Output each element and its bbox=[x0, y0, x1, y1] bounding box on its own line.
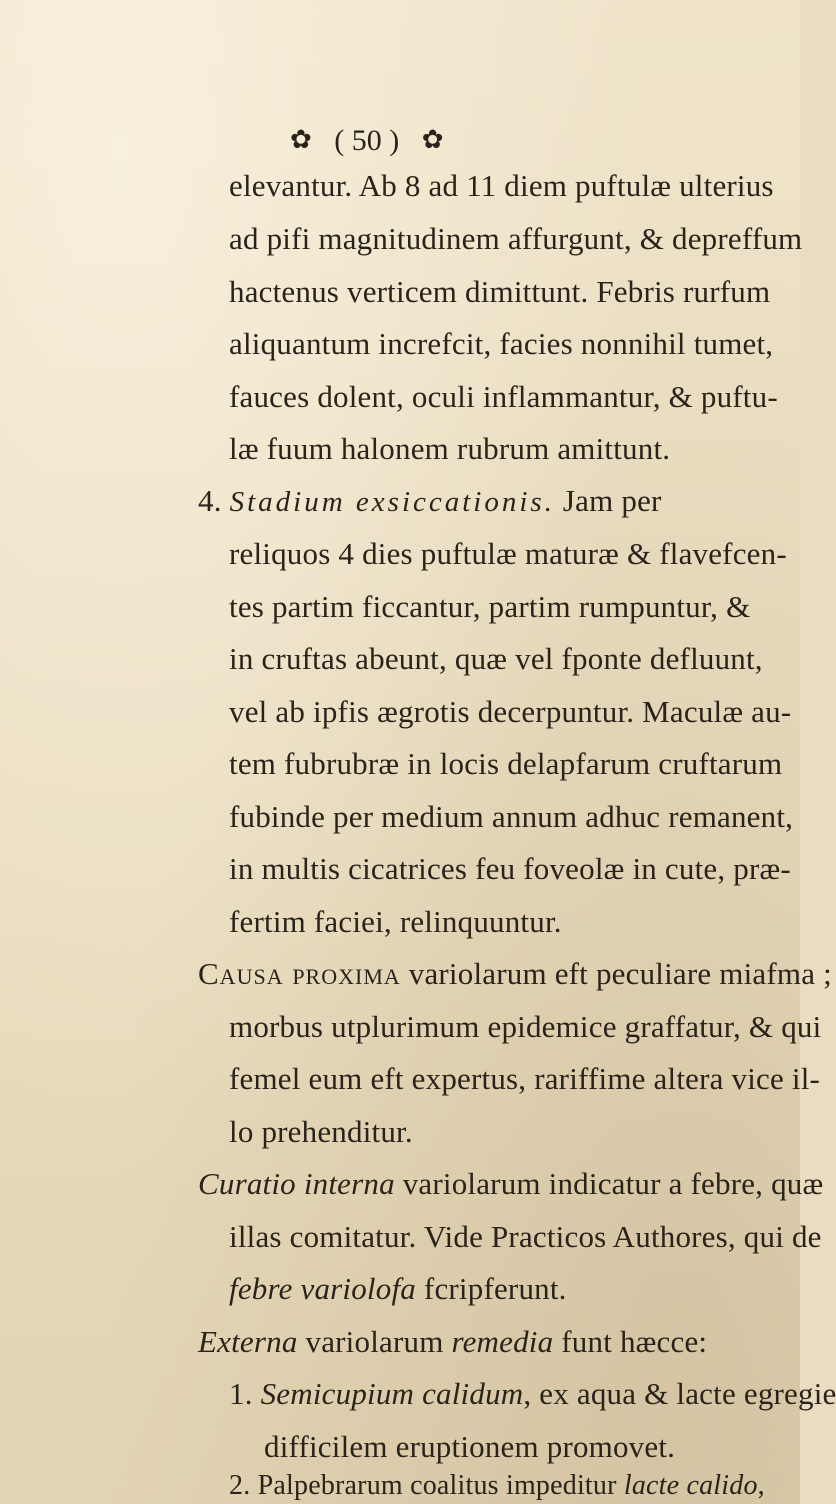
curatio-label: Curatio interna bbox=[198, 1166, 395, 1201]
text-line: in cruftas abeunt, quæ vel fponte defluunt, bbox=[229, 641, 763, 676]
externa-heading-line bbox=[198, 1324, 707, 1360]
text-line: in multis cicatrices feu foveolæ in cute, præ- bbox=[229, 851, 791, 886]
text-span: variolarum bbox=[305, 1324, 444, 1359]
list-item bbox=[229, 1376, 836, 1412]
text-line: fertim faciei, relinquuntur. bbox=[229, 904, 562, 939]
text-line: tem fubrubræ in locis delapfarum cruftarum bbox=[229, 746, 783, 781]
text-span: , ex aqua & lacte egregie bbox=[523, 1376, 836, 1411]
text-line: aliquantum increfcit, facies nonnihil tumet, bbox=[229, 326, 774, 361]
flower-ornament-left-icon: ✿ bbox=[290, 125, 312, 154]
list-item bbox=[229, 1468, 765, 1504]
stadium-heading-line bbox=[198, 483, 662, 520]
causa-label: Causa proxima bbox=[198, 956, 401, 991]
italic-phrase: febre variolofa bbox=[229, 1271, 416, 1306]
text-line: morbus utplurimum epidemice graffatur, & qui bbox=[229, 1009, 822, 1044]
italic-phrase: lacte calido bbox=[623, 1470, 758, 1501]
text-line: reliquos 4 dies puftulæ maturæ & flavefcen- bbox=[229, 536, 787, 571]
text-line: tes partim ficcantur, partim rumpuntur, & bbox=[229, 589, 751, 624]
text-line: difficilem eruptionem promovet. bbox=[264, 1429, 676, 1464]
curatio-text: variolarum indicatur a febre, quæ bbox=[402, 1166, 824, 1201]
text-line: ad pifi magnitudinem affurgunt, & depreffum bbox=[229, 221, 803, 256]
flower-ornament-right-icon: ✿ bbox=[421, 125, 444, 154]
page-number: ( 50 ) bbox=[334, 124, 400, 157]
text-line bbox=[229, 1271, 567, 1307]
text-span: fcripferunt. bbox=[423, 1271, 567, 1306]
list-number: 1. bbox=[229, 1376, 253, 1411]
text-span: funt hæcce: bbox=[561, 1324, 708, 1359]
stadium-title: Stadium exsiccationis. bbox=[229, 486, 555, 518]
stadium-number: 4. bbox=[198, 483, 222, 518]
externa-label: Externa bbox=[198, 1324, 298, 1359]
text-line: femel eum eft expertus, rariffime altera vice il- bbox=[229, 1061, 821, 1096]
text-line: fauces dolent, oculi inflammantur, & puftu- bbox=[229, 379, 778, 414]
italic-phrase: Semicupium calidum bbox=[260, 1376, 524, 1411]
text-span: , bbox=[757, 1470, 765, 1501]
text-line: læ fuum halonem rubrum amittunt. bbox=[229, 431, 671, 466]
text-line: vel ab ipfis ægrotis decerpuntur. Maculæ au- bbox=[229, 694, 792, 729]
text-line: fubinde per medium annum adhuc remanent, bbox=[229, 799, 794, 834]
curatio-heading-line bbox=[198, 1166, 823, 1202]
stadium-text: Jam per bbox=[562, 483, 662, 518]
list-number: 2. bbox=[229, 1470, 251, 1501]
italic-phrase: remedia bbox=[451, 1324, 554, 1359]
text-span: Palpebrarum coalitus impeditur bbox=[257, 1470, 617, 1501]
text-line: lo prehenditur. bbox=[229, 1114, 413, 1149]
page-header bbox=[290, 122, 444, 159]
text-line: illas comitatur. Vide Practicos Authores, qui de bbox=[229, 1219, 822, 1254]
text-line: elevantur. Ab 8 ad 11 diem puftulæ ulterius bbox=[229, 168, 774, 203]
causa-text: variolarum eft peculiare miafma ; bbox=[408, 956, 832, 991]
text-line: hactenus verticem dimittunt. Febris rurfum bbox=[229, 274, 771, 309]
causa-heading-line bbox=[198, 956, 832, 992]
